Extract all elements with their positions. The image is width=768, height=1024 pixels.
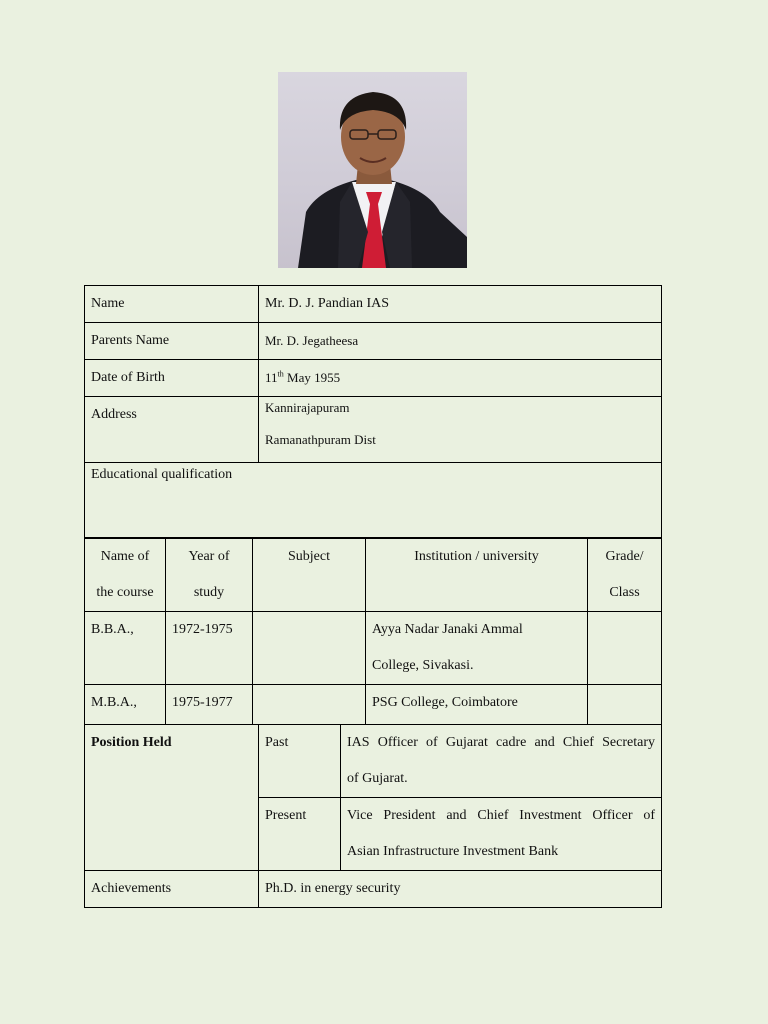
table-row bbox=[85, 397, 662, 463]
personal-info-table bbox=[84, 285, 662, 538]
name-value: Mr. D. J. Pandian IAS bbox=[259, 286, 662, 323]
course-cell: M.B.A., bbox=[85, 685, 166, 725]
present-label: Present bbox=[259, 798, 341, 871]
subject-cell bbox=[253, 612, 366, 685]
grade-header-line-2: Class bbox=[609, 585, 640, 600]
institution-line-1: Ayya Nadar Janaki Ammal bbox=[372, 622, 523, 637]
grade-cell bbox=[588, 685, 662, 725]
table-row bbox=[85, 286, 662, 323]
table-row bbox=[85, 323, 662, 360]
parents-value: Mr. D. Jegatheesa bbox=[259, 323, 662, 360]
dob-rest: May 1955 bbox=[283, 370, 341, 385]
positions-table bbox=[84, 724, 662, 908]
dob-suffix: th bbox=[277, 369, 284, 379]
dob-day: 11 bbox=[265, 370, 278, 385]
past-value bbox=[341, 725, 662, 798]
subject-cell bbox=[253, 685, 366, 725]
dob-value bbox=[259, 360, 662, 397]
achievements-label: Achievements bbox=[85, 871, 259, 908]
grade-cell bbox=[588, 612, 662, 685]
past-line-2: of Gujarat. bbox=[347, 771, 408, 786]
address-value bbox=[259, 397, 662, 463]
past-line-1: IAS Officer of Gujarat cadre and Chief Secretary bbox=[347, 735, 655, 750]
name-label: Name bbox=[85, 286, 259, 323]
education-table bbox=[84, 538, 662, 725]
table-header-row bbox=[85, 539, 662, 612]
dob-label: Date of Birth bbox=[85, 360, 259, 397]
table-row bbox=[85, 871, 662, 908]
address-line-1: Kannirajapuram bbox=[265, 400, 350, 415]
present-line-1: Vice President and Chief Investment Officer of bbox=[347, 808, 655, 823]
course-header-line-1: Name of bbox=[100, 549, 150, 564]
year-header-line-1: Year of bbox=[188, 549, 230, 564]
course-header bbox=[85, 539, 166, 612]
table-row bbox=[85, 612, 662, 685]
achievements-value: Ph.D. in energy security bbox=[259, 871, 662, 908]
institution-line-2: College, Sivakasi. bbox=[372, 658, 474, 673]
course-header-line-2: the course bbox=[96, 585, 154, 600]
education-label: Educational qualification bbox=[85, 463, 662, 538]
present-value bbox=[341, 798, 662, 871]
institution-cell: PSG College, Coimbatore bbox=[366, 685, 588, 725]
year-cell: 1972-1975 bbox=[166, 612, 253, 685]
parents-label: Parents Name bbox=[85, 323, 259, 360]
year-header-line-2: study bbox=[193, 585, 225, 600]
table-row bbox=[85, 360, 662, 397]
present-line-2: Asian Infrastructure Investment Bank bbox=[347, 844, 559, 859]
portrait-photo bbox=[278, 72, 467, 268]
past-label: Past bbox=[259, 725, 341, 798]
institution-cell bbox=[366, 612, 588, 685]
address-label: Address bbox=[85, 397, 259, 463]
person-portrait-icon bbox=[278, 72, 467, 268]
address-line-2: Ramanathpuram Dist bbox=[265, 432, 376, 447]
year-cell: 1975-1977 bbox=[166, 685, 253, 725]
table-row bbox=[85, 725, 662, 798]
position-held-label: Position Held bbox=[85, 725, 259, 871]
grade-header bbox=[588, 539, 662, 612]
year-header bbox=[166, 539, 253, 612]
course-cell: B.B.A., bbox=[85, 612, 166, 685]
subject-header: Subject bbox=[253, 539, 366, 612]
grade-header-line-1: Grade/ bbox=[605, 549, 644, 564]
table-row bbox=[85, 463, 662, 538]
table-row bbox=[85, 685, 662, 725]
institution-header: Institution / university bbox=[366, 539, 588, 612]
